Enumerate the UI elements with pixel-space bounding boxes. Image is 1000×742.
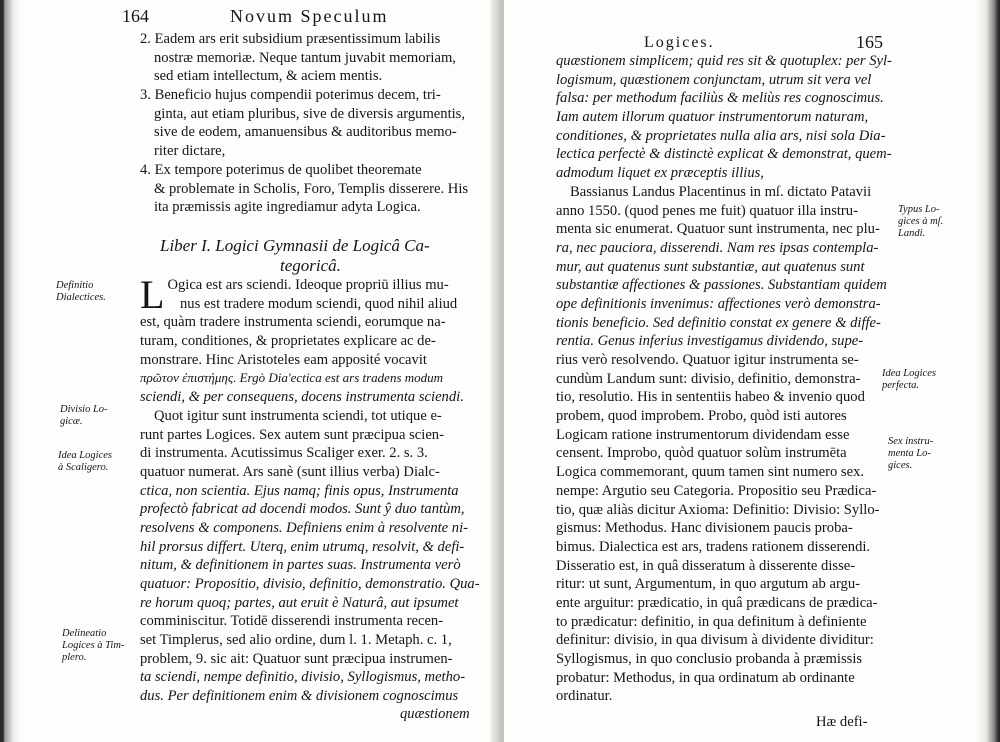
text-line: ginta, aut etiam pluribus, sive de diversis argumentis,	[154, 105, 466, 122]
text-line: Logicam ratione instrumentorum dividendam esse	[556, 426, 850, 443]
text-line: falsa: per methodum faciliùs & meliùs res cognoscimus.	[556, 90, 884, 107]
text-line: tio, resolutio. His in sententiis habeo & invenio quod	[556, 389, 865, 406]
text-line: probatur: Methodus, in qua ordinatum ab ordinante	[556, 669, 855, 686]
text-line: Bassianus Landus Placentinus in mſ. dictato Patavii	[570, 183, 872, 200]
margin-note-line: gices à mſ.	[898, 216, 944, 227]
margin-note-line: gicæ.	[60, 416, 83, 427]
drop-cap: L	[140, 272, 165, 317]
text-line: ita præmissis agite ingrediamur adyta Logica.	[154, 199, 421, 216]
page-number: 165	[856, 32, 883, 52]
text-line: ra, nec pauciora, disserendi. Nam res ipsas contempla-	[556, 239, 879, 256]
margin-note	[898, 204, 943, 240]
margin-note-line: Delineatio	[62, 628, 107, 639]
margin-note-line: Typus Lo-	[898, 204, 940, 215]
text-line: turam, conditiones, & proprietates explicare ac de-	[140, 333, 436, 350]
text-line: nostræ memoriæ. Neque tantum juvabit memoriam,	[154, 49, 456, 66]
text-line: cundùm Landum sunt: divisio, definitio, demonstra-	[556, 370, 861, 387]
text-line: Logica commemorant, quum tamen sint numero sex.	[556, 464, 865, 481]
margin-note-line: Sex instru-	[888, 436, 934, 447]
margin-note-line: Definitio	[56, 280, 94, 291]
text-line: runt partes Logices. Sex autem sunt præcipua scien-	[140, 426, 444, 443]
text-line: censent. Improbo, quòd quatuor solùm instrumēta	[556, 445, 847, 462]
margin-note	[882, 368, 936, 392]
text-line: Quot igitur sunt instrumenta sciendi, tot utique e-	[154, 407, 442, 424]
text-line: ctica, non scientia. Ejus namq; finis opus, Instrumenta	[140, 482, 459, 499]
text-line: sed etiam intellectum, & aciem mentis.	[154, 68, 383, 85]
text-line: logismum, quæstionem conjunctam, utrum sit vera vel	[556, 71, 872, 88]
text-line: est, quàm tradere instrumenta sciendi, eorumque na-	[140, 314, 446, 331]
margin-note	[62, 628, 124, 664]
text-line: quatuor numerat. Ars sanè (sunt illius verba) Dialc-	[140, 463, 440, 480]
text-line: sive de eodem, amanuensibus & auditoribus memo-	[154, 124, 457, 141]
text-line: ta sciendi, nempe definitio, divisio, Syllogismus, metho-	[140, 669, 466, 686]
text-line: to prædicatur: definitio, in qua definitum à definiente	[556, 613, 867, 630]
text-line: re horum quoq; partes, aut eruit è Naturâ, aut ipsumet	[140, 594, 459, 611]
text-block	[556, 52, 892, 706]
text-line: Ogica est ars sciendi. Ideoque propriū illius mu-	[167, 277, 449, 293]
text-line: conditiones, & proprietates nulla alia ars, nisi sola Dia-	[556, 127, 886, 144]
text-line: quatuor: Propositio, divisio, definitio, demonstratio. Qua-	[140, 576, 480, 592]
text-line: rentia. Genus inferius investigamus dividendo, supe-	[556, 333, 864, 350]
text-block-top	[140, 30, 468, 217]
text-line: bimus. Dialectica est ars, tradens rationem disserendi.	[556, 538, 871, 555]
text-line: sciendi, & per consequens, docens instrumenta sciendi.	[140, 389, 464, 406]
catchword: quæstionem	[400, 706, 470, 722]
text-line: profectò fabricat ad docendi modos. Sunt ŷ duo tantùm,	[140, 501, 465, 518]
text-line: 3. Beneficio hujus compendii poterimus decem, tri-	[140, 87, 441, 104]
text-line: menta sic enumerat. Quatuor sunt instrumenta, nec plu-	[556, 221, 880, 238]
text-line: dus. Per definitionem enim & divisionem cognoscimus	[140, 688, 459, 705]
margin-note-line: Landi.	[898, 228, 926, 239]
margin-note-line: gices.	[888, 460, 913, 471]
text-line: hil prorsus differt. Uterq, enim utrumq, resolvit, & defi-	[140, 538, 465, 555]
margin-note-line: menta Lo-	[888, 448, 931, 459]
text-line: 2. Eadem ars erit subsidium præsentissimum labilis	[140, 31, 441, 47]
book-edge-left	[0, 0, 22, 742]
text-line: problem, 9. sic ait: Quatuor sunt præcipua instrumen-	[140, 650, 453, 667]
margin-note	[58, 450, 112, 474]
text-line: anno 1550. (quod penes me fuit) quatuor illa instru-	[556, 202, 858, 219]
chapter-title-line: tegoricâ.	[280, 256, 341, 275]
text-line: gismus: Methodus. Hanc divisionem paucis proba-	[556, 520, 853, 537]
text-line: nitum, & definitionem in partes suas. Instrumenta verò	[140, 557, 461, 574]
text-line: quæstionem simplicem; quid res sit & quotuplex: per Syl-	[556, 53, 892, 69]
catchword: Hæ defi-	[816, 714, 868, 730]
text-line: πρῶτον ἐπιστήμης. Ergò Dia'ectica est ars tradens modum	[140, 370, 444, 386]
margin-note-line: Logices à Tim-	[62, 640, 125, 651]
text-line: ordinatur.	[556, 688, 613, 705]
text-line: definitur: divisio, in qua divisum à dividente dividitur:	[556, 632, 874, 649]
text-line: & problemate in Scholis, Foro, Templis disserere. His	[154, 180, 469, 197]
text-line: probem, quod improbem. Probo, quòd isti autores	[556, 408, 847, 425]
text-line: 4. Ex tempore poterimus de quolibet theoremate	[140, 161, 422, 178]
text-line: substantiæ affectiones & passiones. Substantiam quidem	[556, 277, 887, 294]
text-line: nempe: Argutio seu Categoria. Propositio seu Prædica-	[556, 482, 877, 499]
text-line: riter dictare,	[154, 143, 226, 160]
running-head: Logices.	[644, 34, 715, 51]
text-line: lectica perfectè & distinctè explicat & demonstrat, quem-	[556, 146, 892, 163]
text-line: resolvens & componens. Definiens enim à resolvente ni-	[140, 519, 469, 536]
text-line: tionis beneficio. Sed definitio constat ex genere & diffe-	[556, 314, 881, 331]
margin-note	[60, 404, 108, 428]
running-head: Novum Speculum	[230, 6, 389, 26]
book-edge-right	[976, 0, 1000, 742]
text-line: rius verò resolvendo. Quatuor igitur instrumenta se-	[556, 352, 859, 368]
text-block-body	[140, 272, 480, 706]
text-line: Syllogismus, in quo conclusio probanda à præmissis	[556, 651, 863, 667]
margin-note-line: perfecta.	[882, 380, 920, 391]
margin-note-line: Dialectices.	[56, 292, 106, 303]
text-line: ope definitionis invenimus: affectiones verò demonstra-	[556, 295, 881, 312]
margin-note-line: plero.	[62, 652, 87, 663]
text-line: mur, aut quatenus sunt substantiæ, aut quatenus sunt	[556, 258, 865, 275]
text-line: monstrare. Hinc Aristoteles eam apposité vocavit	[140, 351, 427, 368]
text-line: di instrumenta. Acutissimus Scaliger exer. 2. s. 3.	[140, 445, 428, 462]
left-page	[20, 0, 496, 742]
text-line: tio, quæ aliàs dicitur Axioma: Definitio: Divisio: Syllo-	[556, 501, 880, 518]
text-line: ente arguitur: prædicatio, in quâ prædicans de prædica-	[556, 594, 878, 611]
text-line: Iam autem illorum quatuor instrumentorum naturam,	[556, 109, 869, 126]
chapter-title-line: Liber I. Logici Gymnasii de Logicâ Ca-	[160, 236, 430, 255]
margin-note-line: Idea Logices	[882, 368, 936, 379]
margin-note-line: Idea Logices	[58, 450, 112, 461]
margin-note-line: à Scaligero.	[58, 462, 109, 473]
text-line: Disseratio est, in quâ disseratum à disserente disse-	[556, 557, 856, 574]
text-line: comminiscitur. Totidē disserendi instrumenta recen-	[140, 613, 444, 630]
text-line: admodum liquet ex præceptis illius,	[556, 165, 764, 182]
text-line: nus est tradere modum sciendi, quod nihil aliud	[180, 295, 458, 312]
text-line: ritur: ut sunt, Argumentum, in quo argutum ab argu-	[556, 576, 861, 593]
margin-note	[56, 280, 106, 304]
margin-note	[888, 436, 933, 472]
page-number: 164	[122, 6, 149, 26]
right-page	[504, 0, 976, 742]
margin-note-line: Divisio Lo-	[60, 404, 108, 415]
chapter-title	[160, 236, 430, 276]
text-line: set Timplerus, sed alio ordine, dum l. 1. Metaph. c. 1,	[140, 632, 452, 649]
